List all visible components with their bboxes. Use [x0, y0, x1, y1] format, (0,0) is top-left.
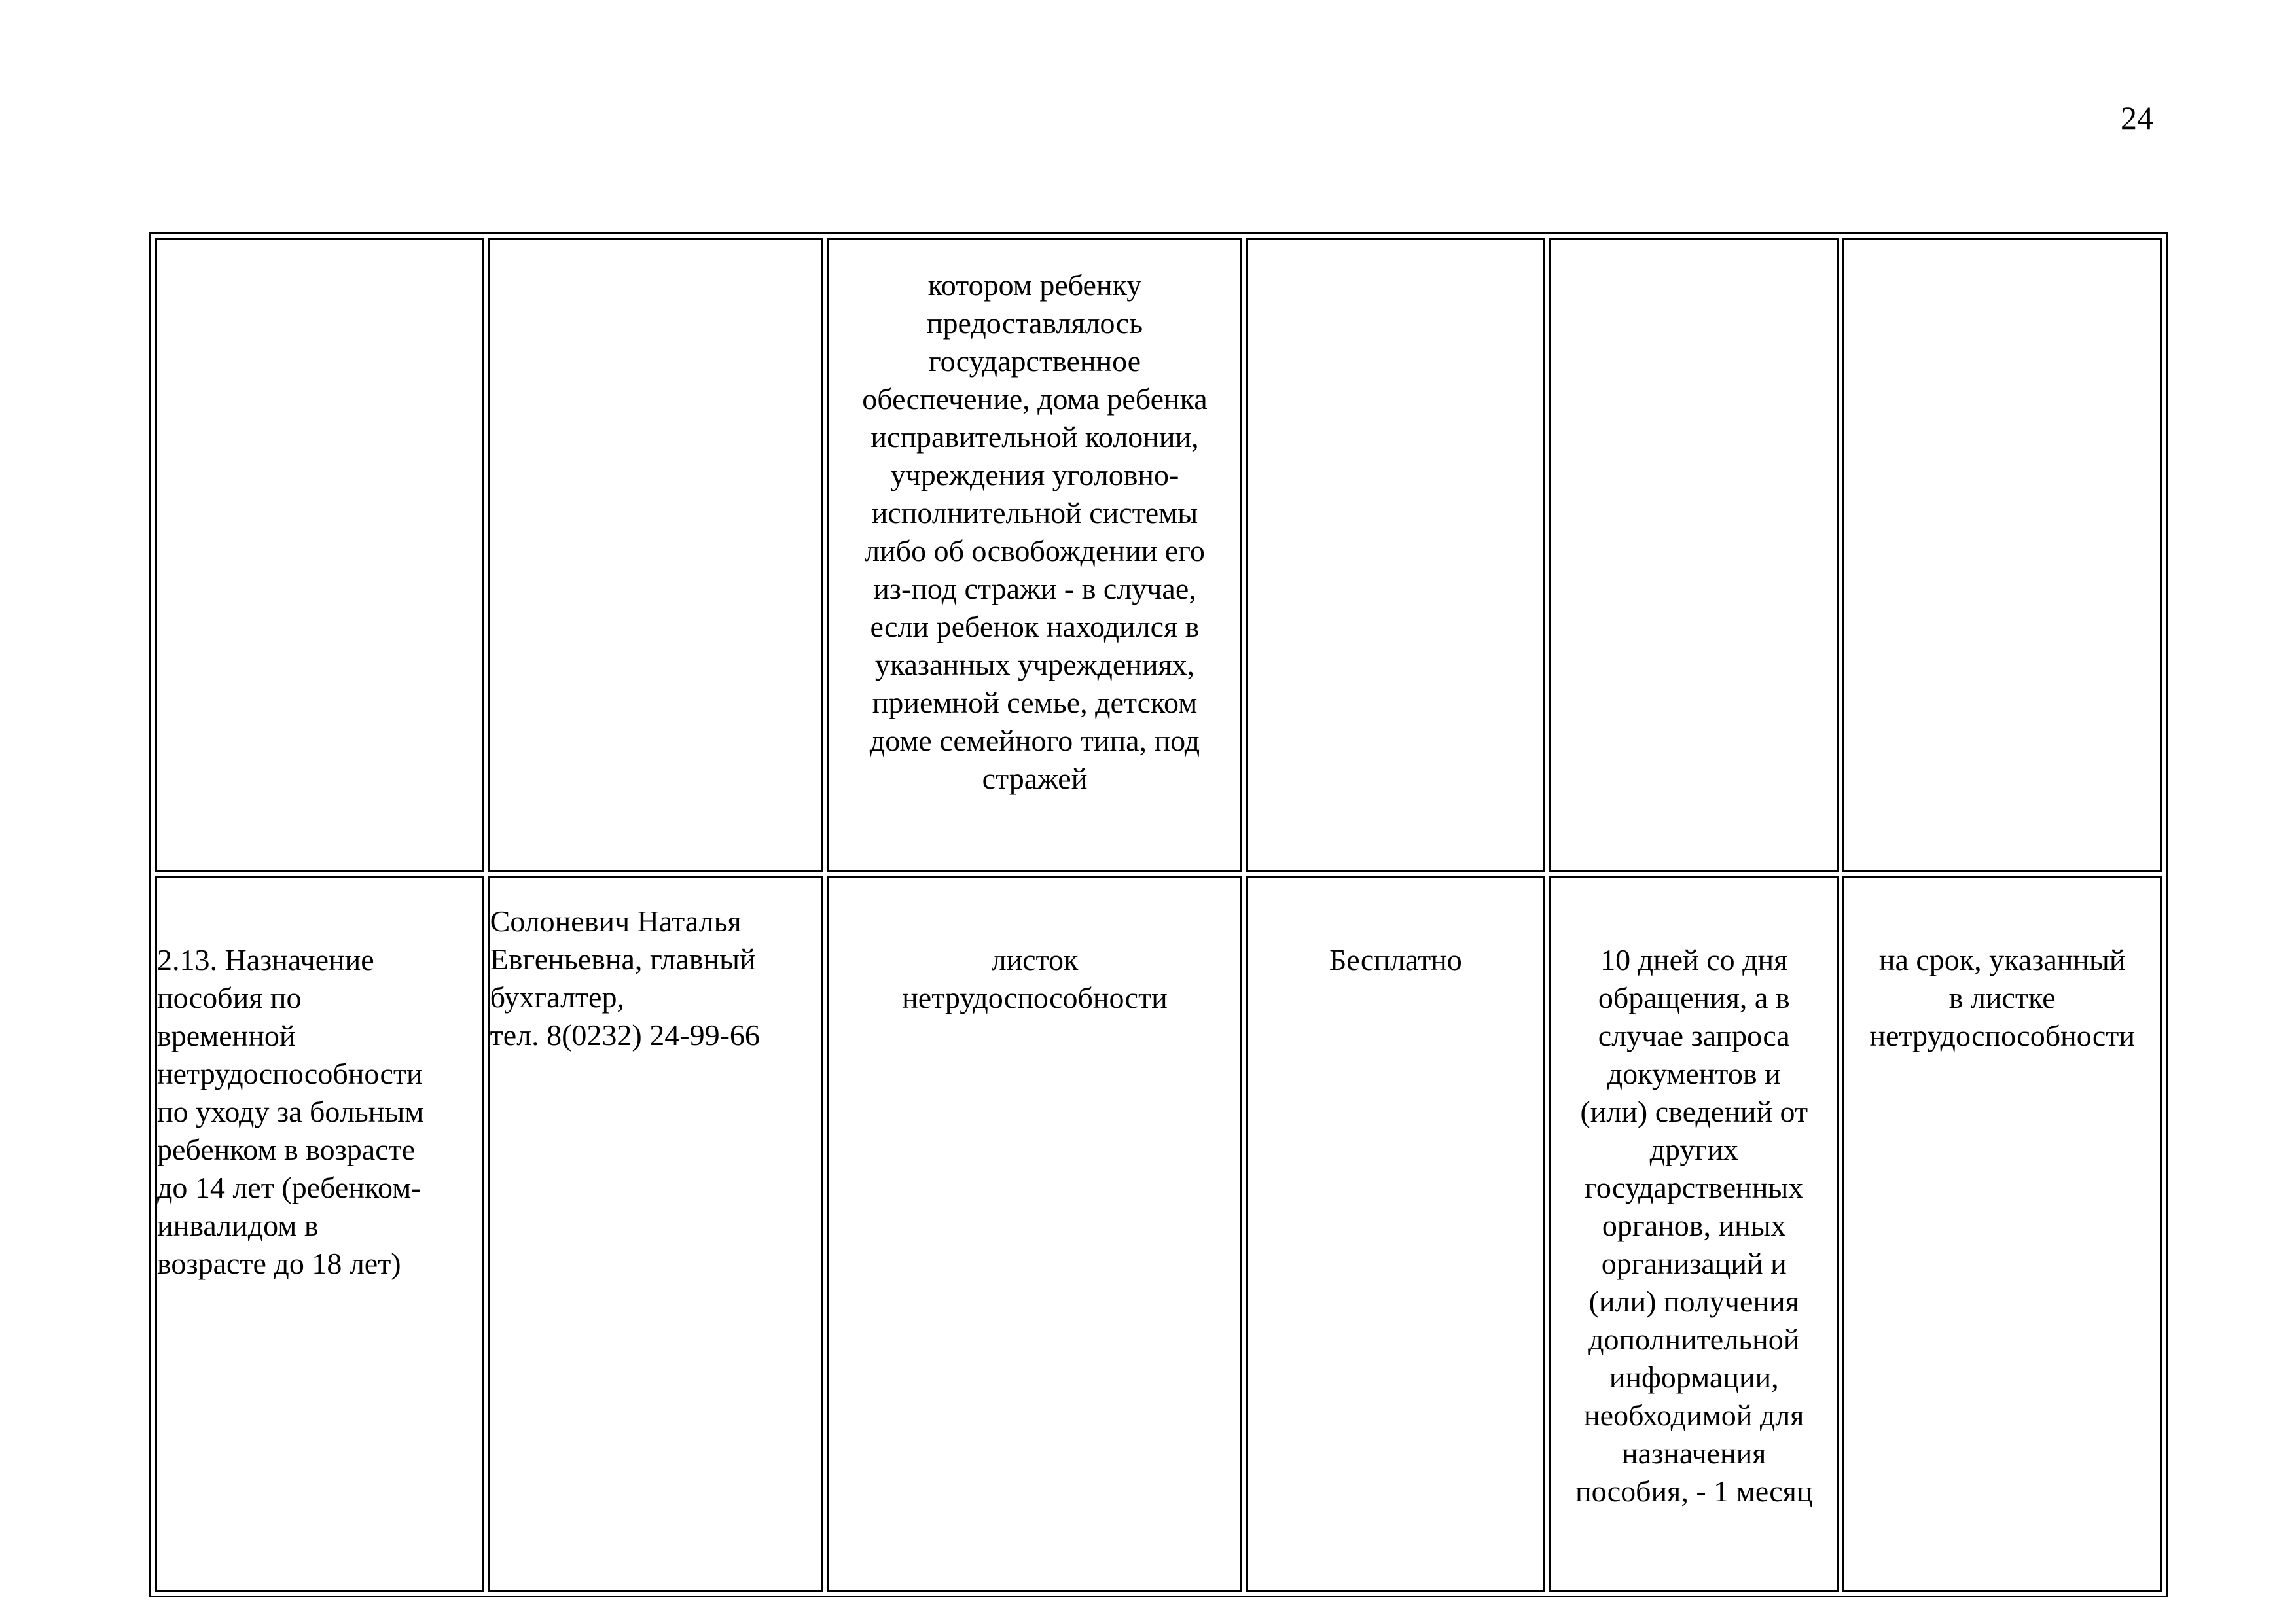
table-cell-empty — [1549, 238, 1839, 872]
table-cell-empty — [488, 238, 824, 872]
responsible-person-cell — [488, 876, 824, 1592]
processing-time-text: 10 дней со дня обращения, а в случае запроса документов и (или) сведений от других государственных органов, иных организаций и (или) получения дополнительной информации, необходимой для назначения пособия, - 1 месяц — [1575, 943, 1813, 1508]
page-number: 24 — [2121, 99, 2153, 136]
table-cell-empty — [1842, 238, 2162, 872]
fee-cell — [1246, 876, 1545, 1592]
required-documents-text: котором ребенку предоставлялось государственное обеспечение, дома ребенка исправительной колонии, учреждения уголовно- исполнительной системы либо об освобождении его из-под стражи - в случае, если ребенок находился в указанных учреждениях, приемной семье, детском доме семейного типа, под стражей — [862, 268, 1208, 795]
procedures-table — [149, 232, 2168, 1597]
responsible-person-text: Солоневич Наталья Евгеньевна, главный бухгалтер, тел. 8(0232) 24-99-66 — [490, 904, 760, 1052]
table-row — [155, 876, 2162, 1592]
fee-text: Бесплатно — [1329, 943, 1462, 976]
table-row — [155, 238, 2162, 872]
validity-period-text: на срок, указанный в листке нетрудоспособности — [1869, 943, 2136, 1052]
table-cell-empty — [1246, 238, 1545, 872]
table-cell-empty — [155, 238, 484, 872]
required-documents-cell — [827, 238, 1242, 872]
procedure-name-text: 2.13. Назначение пособия по временной нетрудоспособности по уходу за больным ребенком в возрасте до 14 лет (ребенком- инвалидом в возрасте до 18 лет) — [157, 943, 424, 1280]
processing-time-cell — [1549, 876, 1839, 1592]
validity-period-cell — [1842, 876, 2162, 1592]
procedure-name-cell — [155, 876, 484, 1592]
required-documents-text: листок нетрудоспособности — [902, 943, 1168, 1014]
required-documents-cell — [827, 876, 1242, 1592]
